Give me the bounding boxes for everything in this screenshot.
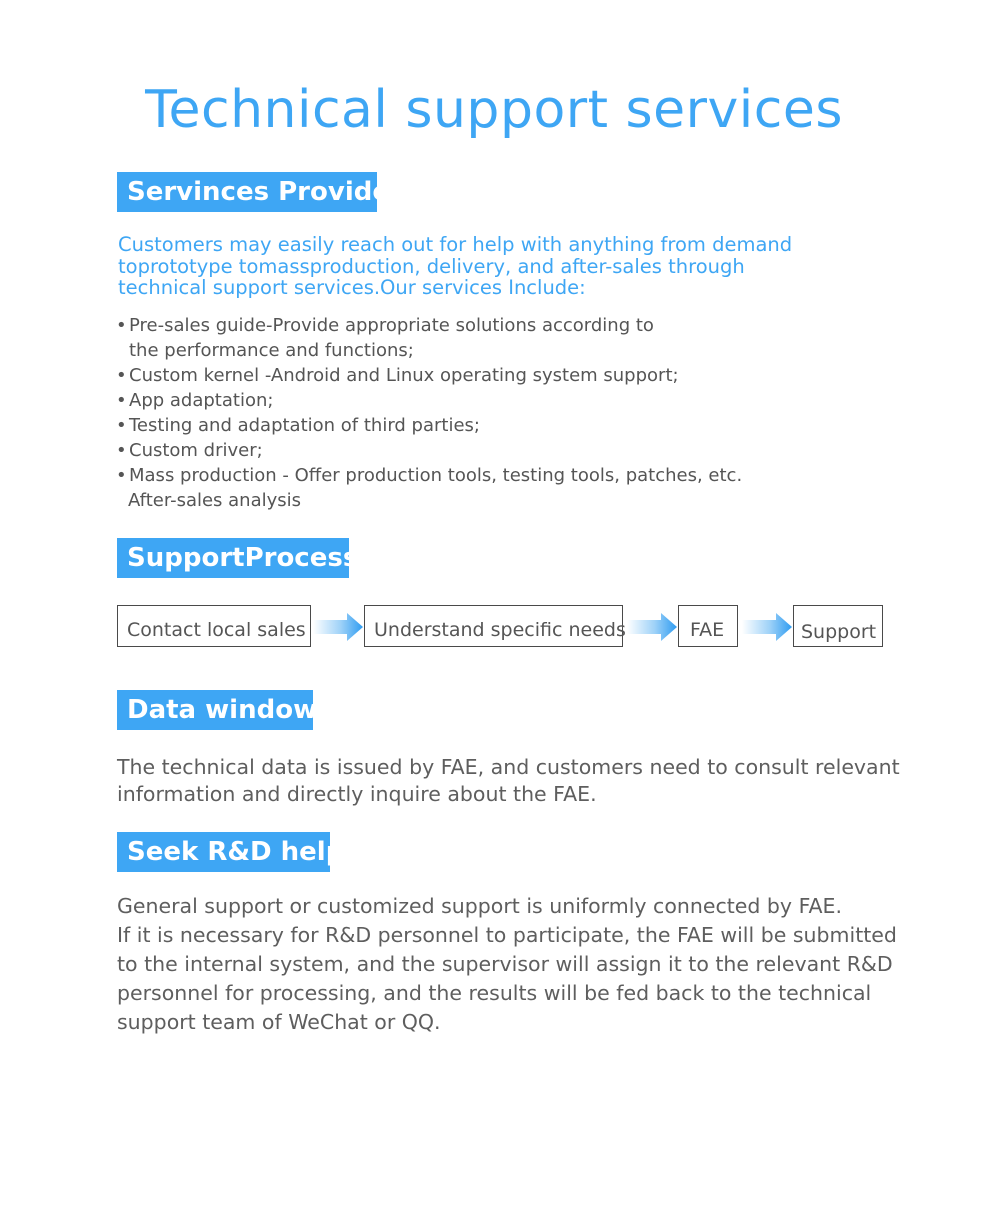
list-item	[116, 438, 742, 463]
data-window-heading: Data window	[117, 690, 313, 730]
list-item-text: App adaptation;	[129, 390, 274, 411]
data-window-text	[117, 754, 900, 808]
process-step-understand-needs: Understand specific needs	[364, 605, 623, 647]
list-item-text: Custom driver;	[129, 440, 263, 461]
bullet: •	[116, 440, 127, 461]
paragraph-line: information and directly inquire about the FAE.	[117, 782, 597, 806]
list-item-tail: After-sales analysis	[128, 490, 302, 511]
arrow-right-icon	[627, 611, 677, 643]
bullet: •	[116, 390, 127, 411]
bullet: •	[116, 415, 127, 436]
bullet: •	[116, 465, 127, 486]
process-step-contact-sales: Contact local sales	[117, 605, 311, 647]
paragraph-line: The technical data is issued by FAE, and customers need to consult relevant	[117, 755, 900, 779]
process-step-support: Support	[793, 605, 883, 647]
list-item-text: Custom kernel -Android and Linux operating system support;	[129, 365, 679, 386]
services-heading: Servinces Provided	[117, 172, 377, 212]
bullet: •	[116, 365, 127, 386]
rd-help-text	[117, 892, 897, 1037]
rd-help-heading: Seek R&D help	[117, 832, 330, 872]
list-item	[116, 463, 742, 513]
paragraph-line: personnel for processing, and the results will be fed back to the technical	[117, 981, 872, 1005]
list-item-text: Testing and adaptation of third parties;	[129, 415, 480, 436]
list-item	[116, 363, 742, 388]
page-title: Technical support services	[145, 80, 843, 140]
arrow-right-icon	[742, 611, 792, 643]
bullet: •	[116, 315, 127, 336]
paragraph-line: support team of WeChat or QQ.	[117, 1010, 441, 1034]
list-item	[116, 313, 689, 363]
list-item-text: Pre-sales guide-Provide appropriate solutions according to the performance and functions;	[129, 315, 654, 361]
list-item	[116, 413, 742, 438]
paragraph-line: to the internal system, and the supervisor will assign it to the relevant R&D	[117, 952, 893, 976]
process-heading: SupportProcess	[117, 538, 349, 578]
services-list	[116, 313, 742, 513]
list-item-text: Mass production - Offer production tools, testing tools, patches, etc.	[129, 465, 743, 486]
arrow-right-icon	[313, 611, 363, 643]
list-item	[116, 388, 742, 413]
process-step-fae: FAE	[678, 605, 738, 647]
paragraph-line: If it is necessary for R&D personnel to participate, the FAE will be submitted	[117, 923, 897, 947]
paragraph-line: General support or customized support is uniformly connected by FAE.	[117, 894, 842, 918]
services-intro: Customers may easily reach out for help with anything from demand toprototype tomassproduction, delivery, and after-sales through technical support services.Our services Include:	[118, 233, 793, 299]
